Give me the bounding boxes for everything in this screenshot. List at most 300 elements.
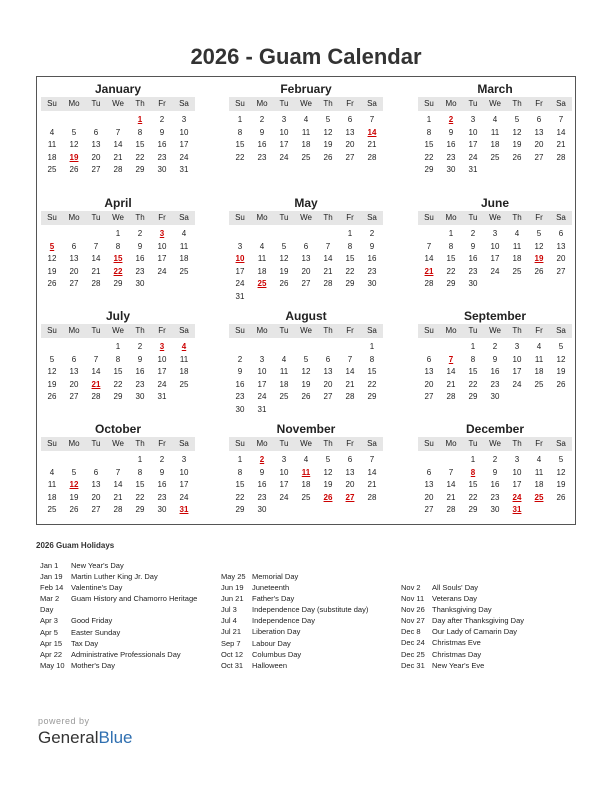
day-cell: 24 xyxy=(468,152,478,162)
day-cell xyxy=(41,228,63,241)
week-row xyxy=(41,391,195,404)
day-cell: 3 xyxy=(181,115,187,124)
day-cell: 29 xyxy=(468,392,478,401)
month-march xyxy=(418,81,572,177)
day-cell: 15 xyxy=(135,480,145,489)
day-cell: 13 xyxy=(323,367,333,376)
day-cell: 4 xyxy=(514,229,520,238)
weekday-label: Su xyxy=(47,99,57,108)
holiday-date: Feb 14 xyxy=(40,583,64,593)
day-cell: 20 xyxy=(91,492,101,502)
day-cell: 14 xyxy=(367,127,377,137)
day-cell xyxy=(85,341,107,354)
day-cell xyxy=(63,114,85,127)
day-cell xyxy=(273,504,295,517)
day-cell: 21 xyxy=(323,266,333,276)
weekday-label: Mo xyxy=(256,213,268,222)
day-cell: 19 xyxy=(69,152,79,162)
day-cell xyxy=(229,228,251,241)
day-cell: 19 xyxy=(47,379,57,389)
day-cell: 7 xyxy=(558,115,564,124)
holiday-name: Day xyxy=(40,605,54,615)
day-cell: 6 xyxy=(426,467,432,477)
day-cell: 26 xyxy=(323,492,333,502)
holiday-name: Mother's Day xyxy=(71,660,115,670)
day-cell: 10 xyxy=(179,467,189,477)
day-cell xyxy=(550,391,572,404)
weekday-label: Sa xyxy=(556,439,566,448)
day-cell: 22 xyxy=(135,152,145,162)
day-cell: 17 xyxy=(257,379,267,389)
day-cell: 8 xyxy=(237,127,243,137)
weekday-header xyxy=(418,324,572,338)
holiday-name: Good Friday xyxy=(71,616,113,626)
weekday-label: We xyxy=(112,439,124,448)
day-cell: 9 xyxy=(492,467,498,477)
day-cell: 22 xyxy=(113,379,123,389)
day-cell xyxy=(41,454,63,467)
day-cell: 19 xyxy=(47,266,57,276)
day-cell: 10 xyxy=(235,254,245,263)
holiday-item xyxy=(401,626,576,637)
holiday-date: Oct 31 xyxy=(221,660,244,670)
powered-by-label: powered by xyxy=(38,716,90,726)
day-cell: 30 xyxy=(135,392,145,401)
weekday-label: Sa xyxy=(367,326,377,335)
day-cell: 12 xyxy=(556,467,566,477)
holiday-date: Sep 7 xyxy=(221,638,241,648)
day-cell: 24 xyxy=(279,152,289,162)
day-cell: 7 xyxy=(448,467,454,477)
day-cell: 10 xyxy=(179,127,189,137)
weekday-label: We xyxy=(489,326,501,335)
day-cell: 29 xyxy=(468,505,478,514)
day-cell: 20 xyxy=(69,266,79,276)
month-name: July xyxy=(105,309,130,323)
day-cell: 24 xyxy=(179,152,189,162)
weekday-label: Fr xyxy=(346,439,354,448)
day-cell: 4 xyxy=(49,467,55,477)
day-cell xyxy=(440,454,462,467)
day-cell: 16 xyxy=(157,140,167,149)
month-january xyxy=(41,81,195,177)
day-cell: 11 xyxy=(179,354,189,364)
week-row xyxy=(229,228,383,241)
day-cell: 8 xyxy=(369,354,375,364)
week-row xyxy=(418,379,572,392)
day-cell xyxy=(251,228,273,241)
weekday-label: Th xyxy=(512,99,522,108)
day-cell xyxy=(251,341,273,354)
day-cell: 25 xyxy=(179,266,189,276)
day-cell xyxy=(85,114,107,127)
weekday-label: We xyxy=(489,99,501,108)
day-cell: 12 xyxy=(323,467,333,477)
week-row xyxy=(418,266,572,279)
holiday-item xyxy=(401,637,576,648)
weekday-label: Su xyxy=(47,326,57,335)
day-cell: 29 xyxy=(367,392,377,401)
day-cell: 14 xyxy=(556,127,566,137)
weekday-header xyxy=(41,211,195,225)
day-cell: 23 xyxy=(257,152,267,162)
day-cell xyxy=(484,164,506,177)
day-cell: 25 xyxy=(534,492,544,502)
weekday-label: Su xyxy=(424,326,434,335)
day-cell: 17 xyxy=(279,140,289,149)
week-row xyxy=(229,341,383,354)
day-cell: 26 xyxy=(279,279,289,288)
weekday-label: We xyxy=(112,213,124,222)
day-cell: 22 xyxy=(367,379,377,389)
day-cell: 12 xyxy=(69,480,79,489)
day-cell: 23 xyxy=(135,379,145,389)
day-cell xyxy=(317,228,339,241)
day-cell xyxy=(506,278,528,291)
weekday-header xyxy=(229,97,383,111)
holiday-date: Apr 15 xyxy=(40,638,63,648)
day-cell: 1 xyxy=(137,455,143,464)
day-cell xyxy=(339,341,361,354)
holiday-item xyxy=(40,582,212,593)
day-cell xyxy=(273,228,295,241)
weekday-label: Th xyxy=(323,99,333,108)
day-cell: 24 xyxy=(490,266,500,276)
day-cell: 4 xyxy=(181,229,187,238)
day-cell: 5 xyxy=(325,455,331,464)
day-cell: 14 xyxy=(113,480,123,489)
week-row xyxy=(41,139,195,152)
day-cell xyxy=(295,291,317,304)
day-cell: 7 xyxy=(369,115,375,124)
week-row xyxy=(418,492,572,505)
day-cell: 22 xyxy=(235,492,245,502)
weekday-label: Mo xyxy=(68,439,80,448)
week-row xyxy=(41,366,195,379)
day-cell: 27 xyxy=(323,392,333,401)
day-cell: 11 xyxy=(534,354,544,364)
weekday-header xyxy=(418,97,572,111)
weekday-label: Fr xyxy=(158,99,166,108)
week-row xyxy=(229,266,383,279)
month-name: November xyxy=(276,422,336,436)
day-cell: 4 xyxy=(281,354,287,364)
holiday-item xyxy=(221,626,391,637)
holiday-item xyxy=(221,638,391,649)
day-cell: 18 xyxy=(179,367,189,376)
day-cell: 27 xyxy=(345,492,355,502)
day-cell: 1 xyxy=(369,342,375,351)
day-cell: 28 xyxy=(91,392,101,401)
holiday-name: Independence Day xyxy=(252,616,315,626)
day-cell: 7 xyxy=(93,354,99,364)
day-cell: 11 xyxy=(490,127,500,137)
week-row xyxy=(41,127,195,140)
day-cell: 12 xyxy=(512,127,522,137)
holiday-date: Mar 2 xyxy=(40,594,60,604)
weekday-label: Sa xyxy=(367,213,377,222)
weekday-label: We xyxy=(300,99,312,108)
day-cell: 2 xyxy=(492,455,498,464)
day-cell: 4 xyxy=(181,342,187,351)
day-cell: 15 xyxy=(424,140,434,149)
day-cell: 20 xyxy=(301,266,311,276)
week-row xyxy=(229,479,383,492)
day-cell: 5 xyxy=(71,127,77,137)
holiday-item xyxy=(40,604,212,615)
weekday-label: Su xyxy=(424,99,434,108)
week-row xyxy=(41,341,195,354)
day-cell: 21 xyxy=(446,492,456,502)
weekday-label: Tu xyxy=(279,213,289,222)
day-cell: 14 xyxy=(91,254,101,263)
day-cell: 16 xyxy=(446,140,456,149)
weekday-label: Fr xyxy=(158,213,166,222)
week-row xyxy=(229,467,383,480)
day-cell: 10 xyxy=(512,467,522,477)
day-cell: 6 xyxy=(303,241,309,251)
day-cell: 30 xyxy=(157,165,167,174)
day-cell xyxy=(107,454,129,467)
day-cell: 20 xyxy=(345,140,355,149)
week-row xyxy=(41,253,195,266)
weekday-label: Su xyxy=(47,439,57,448)
holiday-item xyxy=(221,593,391,604)
day-cell: 3 xyxy=(492,229,498,238)
day-cell: 16 xyxy=(490,480,500,489)
day-cell: 17 xyxy=(490,254,500,263)
day-cell xyxy=(317,404,339,417)
holiday-name: Christmas Eve xyxy=(432,638,481,648)
day-cell: 12 xyxy=(47,367,57,376)
day-cell: 27 xyxy=(69,392,79,401)
day-cell: 18 xyxy=(179,254,189,263)
day-cell xyxy=(418,454,440,467)
day-cell: 14 xyxy=(323,254,333,263)
day-cell: 4 xyxy=(536,342,542,351)
day-cell: 5 xyxy=(49,241,55,251)
holiday-name: Independence Day (substitute day) xyxy=(252,605,369,615)
weekday-header xyxy=(41,437,195,451)
day-cell: 26 xyxy=(69,165,79,174)
day-cell: 25 xyxy=(301,492,311,502)
day-cell: 23 xyxy=(367,266,377,276)
day-cell: 3 xyxy=(281,455,287,464)
day-cell xyxy=(63,454,85,467)
month-november xyxy=(229,421,383,517)
day-cell: 2 xyxy=(492,342,498,351)
day-cell: 4 xyxy=(536,455,542,464)
holiday-item xyxy=(40,593,212,604)
holiday-date: Dec 24 xyxy=(401,638,425,648)
day-cell xyxy=(63,228,85,241)
week-row xyxy=(41,228,195,241)
holiday-date: Dec 31 xyxy=(401,660,425,670)
day-cell: 22 xyxy=(135,492,145,502)
weekday-label: Th xyxy=(135,439,145,448)
day-cell xyxy=(41,114,63,127)
day-cell xyxy=(418,228,440,241)
weekday-label: Th xyxy=(323,213,333,222)
day-cell: 11 xyxy=(47,480,57,489)
weekday-header xyxy=(41,97,195,111)
day-cell xyxy=(273,341,295,354)
day-cell xyxy=(339,291,361,304)
weekday-label: Fr xyxy=(535,326,543,335)
weekday-label: Sa xyxy=(367,99,377,108)
day-cell: 23 xyxy=(157,492,167,502)
day-cell: 15 xyxy=(135,140,145,149)
day-cell: 8 xyxy=(448,241,454,251)
day-cell: 23 xyxy=(490,379,500,389)
holiday-item xyxy=(221,582,391,593)
day-cell xyxy=(295,504,317,517)
day-cell: 18 xyxy=(47,152,57,162)
holiday-name: Juneteenth xyxy=(252,583,290,593)
day-cell xyxy=(528,164,550,177)
holiday-date: Nov 26 xyxy=(401,605,425,615)
day-cell xyxy=(418,341,440,354)
day-cell: 10 xyxy=(157,241,167,251)
day-cell: 6 xyxy=(71,241,77,251)
weekday-label: Fr xyxy=(158,439,166,448)
day-cell: 14 xyxy=(367,467,377,477)
day-cell xyxy=(317,291,339,304)
weekday-label: Th xyxy=(323,439,333,448)
day-cell: 31 xyxy=(157,392,167,401)
holiday-name: Father's Day xyxy=(252,594,295,604)
week-row xyxy=(41,504,195,517)
day-cell: 9 xyxy=(237,367,243,376)
day-cell: 6 xyxy=(347,455,353,464)
day-cell: 13 xyxy=(345,467,355,477)
day-cell: 31 xyxy=(179,165,189,174)
day-cell: 20 xyxy=(556,254,566,263)
week-row xyxy=(418,366,572,379)
day-cell xyxy=(361,404,383,417)
holiday-name: Thanksgiving Day xyxy=(432,605,492,615)
week-row xyxy=(418,139,572,152)
holiday-name: Christmas Day xyxy=(432,649,482,659)
weekday-label: Mo xyxy=(445,326,457,335)
generalblue-logo xyxy=(38,716,133,748)
day-cell: 13 xyxy=(301,254,311,263)
day-cell: 8 xyxy=(470,354,476,364)
month-name: April xyxy=(104,196,132,210)
day-cell: 14 xyxy=(446,480,456,489)
day-cell: 14 xyxy=(345,367,355,376)
day-cell: 27 xyxy=(91,165,101,174)
weekday-label: Mo xyxy=(445,213,457,222)
day-cell: 21 xyxy=(367,480,377,489)
week-row xyxy=(229,366,383,379)
holiday-date: Dec 25 xyxy=(401,649,425,659)
holiday-item xyxy=(401,582,576,593)
day-cell: 23 xyxy=(157,152,167,162)
day-cell: 27 xyxy=(91,505,101,514)
weekday-header xyxy=(229,437,383,451)
day-cell: 18 xyxy=(490,140,500,149)
holiday-date: Jun 19 xyxy=(221,583,244,593)
day-cell: 3 xyxy=(237,241,243,251)
weekday-label: Tu xyxy=(91,439,101,448)
day-cell: 25 xyxy=(512,266,522,276)
day-cell: 22 xyxy=(424,152,434,162)
holiday-date: May 25 xyxy=(221,572,246,581)
day-cell: 2 xyxy=(369,229,375,238)
day-cell: 2 xyxy=(159,115,165,124)
day-cell: 5 xyxy=(514,115,520,124)
weekday-label: Mo xyxy=(256,326,268,335)
day-cell: 22 xyxy=(235,152,245,162)
day-cell: 15 xyxy=(446,254,456,263)
weekday-label: Fr xyxy=(346,213,354,222)
week-row xyxy=(229,379,383,392)
day-cell: 19 xyxy=(323,140,333,149)
day-cell: 17 xyxy=(512,367,522,376)
week-row xyxy=(229,492,383,505)
holiday-date: Apr 3 xyxy=(40,616,58,626)
day-cell: 1 xyxy=(347,229,353,238)
day-cell: 17 xyxy=(512,480,522,489)
holiday-item xyxy=(40,649,212,660)
weekday-label: Sa xyxy=(556,213,566,222)
weekday-label: We xyxy=(112,99,124,108)
month-name: September xyxy=(463,309,527,323)
holiday-item xyxy=(40,638,212,649)
day-cell xyxy=(550,278,572,291)
day-cell: 7 xyxy=(426,241,432,251)
weekday-label: We xyxy=(300,326,312,335)
weekday-header xyxy=(418,211,572,225)
day-cell: 13 xyxy=(345,127,355,137)
day-cell: 23 xyxy=(446,152,456,162)
holiday-date: Nov 2 xyxy=(401,583,421,592)
holiday-date: Jan 19 xyxy=(40,572,63,582)
holiday-item xyxy=(221,571,391,582)
weekday-header xyxy=(229,211,383,225)
day-cell: 28 xyxy=(367,152,377,162)
day-cell: 29 xyxy=(113,392,123,401)
month-june xyxy=(418,195,572,291)
holiday-item xyxy=(401,649,576,660)
weekday-label: Tu xyxy=(279,326,289,335)
day-cell: 7 xyxy=(325,241,331,251)
day-cell xyxy=(295,228,317,241)
day-cell xyxy=(339,504,361,517)
day-cell: 16 xyxy=(235,379,245,389)
week-row xyxy=(418,278,572,291)
day-cell: 14 xyxy=(91,367,101,376)
day-cell: 30 xyxy=(490,505,500,514)
week-row xyxy=(229,504,383,517)
day-cell: 11 xyxy=(301,467,311,477)
day-cell xyxy=(317,504,339,517)
weekday-label: Sa xyxy=(556,99,566,108)
day-cell: 28 xyxy=(323,279,333,288)
day-cell: 26 xyxy=(556,492,566,502)
week-row xyxy=(418,341,572,354)
day-cell: 30 xyxy=(135,279,145,288)
day-cell: 21 xyxy=(91,379,101,389)
weekday-label: We xyxy=(489,439,501,448)
weekday-header xyxy=(41,324,195,338)
week-row xyxy=(418,467,572,480)
day-cell: 25 xyxy=(301,152,311,162)
holiday-date: Jul 21 xyxy=(221,627,242,637)
holiday-name: Liberation Day xyxy=(252,627,301,637)
day-cell: 28 xyxy=(556,152,566,162)
